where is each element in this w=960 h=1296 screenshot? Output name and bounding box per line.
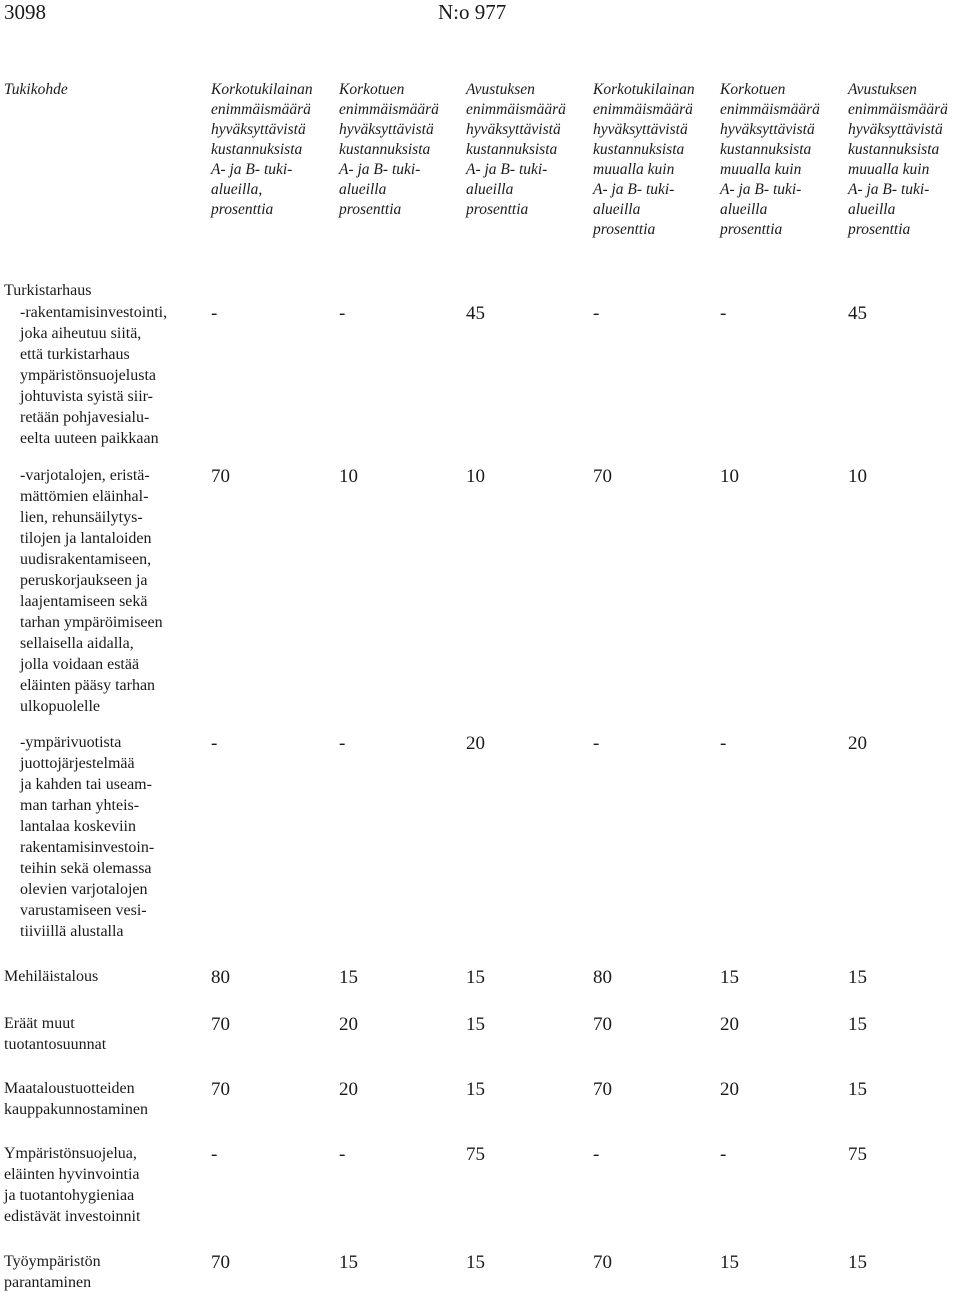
cell-value: 15 [339, 967, 358, 988]
cell-value: 15 [848, 1252, 867, 1273]
cell-value: 70 [211, 1079, 230, 1100]
cell-value: 15 [848, 967, 867, 988]
cell-value: 10 [339, 466, 358, 487]
cell-value: 10 [720, 466, 739, 487]
column-header-korkotuki-ab: Korkotuen enimmäismäärä hyväksyttävistä kustannuksista A- ja B- tuki- alueilla prosenttia [339, 81, 439, 218]
cell-value: 15 [339, 1252, 358, 1273]
row-label: Mehiläistalous [4, 968, 99, 985]
cell-value: 15 [466, 1079, 485, 1100]
cell-value: - [211, 733, 218, 754]
column-header-tukikohde: Tukikohde [4, 81, 68, 98]
cell-value: 20 [339, 1079, 358, 1100]
row-label: -varjotalojen, eristä- mättömien eläinhal- lien, rehunsäilytys- tilojen ja lantaloiden uudisrakentamiseen, peruskorjaukseen ja laajentamiseen sekä tarhan ympäröimiseen sellaisella aidalla, jolla voidaan estää eläinten pääsy tarhan ulkopuolelle [20, 467, 163, 715]
cell-value: 70 [593, 1014, 612, 1035]
cell-value: 80 [211, 967, 230, 988]
cell-value: 70 [593, 466, 612, 487]
statute-reference: N:o 977 [438, 0, 507, 24]
cell-value: 20 [720, 1014, 739, 1035]
cell-value: 15 [848, 1014, 867, 1035]
cell-value: 15 [466, 1252, 485, 1273]
page-header [0, 0, 960, 30]
cell-value: 70 [593, 1252, 612, 1273]
row-label: Työympäristön parantaminen [4, 1253, 101, 1291]
cell-value: 20 [466, 733, 485, 754]
cell-value: - [339, 733, 346, 754]
cell-value: 10 [848, 466, 867, 487]
cell-value: - [211, 303, 218, 324]
cell-value: 70 [211, 1252, 230, 1273]
section-title: Turkistarhaus [4, 282, 92, 299]
column-header-avustus-ab: Avustuksen enimmäismäärä hyväksyttävistä kustannuksista A- ja B- tuki- alueilla prosenttia [466, 81, 566, 218]
column-header-korkotuki-muu: Korkotuen enimmäismäärä hyväksyttävistä kustannuksista muualla kuin A- ja B- tuki- alueilla prosenttia [720, 81, 820, 238]
cell-value: - [339, 303, 346, 324]
column-header-avustus-muu: Avustuksen enimmäismäärä hyväksyttävistä kustannuksista muualla kuin A- ja B- tuki- alueilla prosenttia [848, 81, 948, 238]
row-label: -rakentamisinvestointi, joka aiheutuu siitä, että turkistarhaus ympäristönsuojelusta johtuvista syistä siir- retään pohjavesialu- eelta uuteen paikkaan [20, 304, 168, 447]
cell-value: 80 [593, 967, 612, 988]
cell-value: 15 [720, 967, 739, 988]
cell-value: 15 [720, 1252, 739, 1273]
cell-value: - [720, 733, 727, 754]
cell-value: 70 [593, 1079, 612, 1100]
cell-value: 20 [720, 1079, 739, 1100]
cell-value: - [211, 1144, 218, 1165]
cell-value: 15 [466, 1014, 485, 1035]
cell-value: - [593, 733, 600, 754]
column-header-korkotukilaina-muu: Korkotukilainan enimmäismäärä hyväksyttävistä kustannuksista muualla kuin A- ja B- tuki- alueilla prosenttia [593, 81, 695, 238]
cell-value: 70 [211, 1014, 230, 1035]
cell-value: 45 [466, 303, 485, 324]
cell-value: 70 [211, 466, 230, 487]
row-label: -ympärivuotista juottojärjestelmää ja kahden tai useam- man tarhan yhteis- lantalaa koskeviin rakentamisinvestoin- teihin sekä olemassa olevien varjotalojen varustamiseen vesi- tiiviillä alustalla [20, 734, 155, 940]
row-label: Ympäristönsuojelua, eläinten hyvinvointia ja tuotantohygieniaa edistävät investoinnit [4, 1145, 141, 1225]
cell-value: - [593, 303, 600, 324]
row-label: Eräät muut tuotantosuunnat [4, 1015, 107, 1053]
cell-value: - [720, 1144, 727, 1165]
cell-value: - [593, 1144, 600, 1165]
cell-value: 20 [848, 733, 867, 754]
cell-value: 45 [848, 303, 867, 324]
cell-value: - [720, 303, 727, 324]
cell-value: 15 [466, 967, 485, 988]
cell-value: 10 [466, 466, 485, 487]
cell-value: - [339, 1144, 346, 1165]
cell-value: 75 [466, 1144, 485, 1165]
row-label: Maataloustuotteiden kauppakunnostaminen [4, 1080, 148, 1118]
column-header-korkotukilaina-ab: Korkotukilainan enimmäismäärä hyväksyttävistä kustannuksista A- ja B- tuki- alueilla, prosenttia [211, 81, 313, 218]
cell-value: 75 [848, 1144, 867, 1165]
page-number: 3098 [4, 0, 46, 24]
cell-value: 15 [848, 1079, 867, 1100]
cell-value: 20 [339, 1014, 358, 1035]
